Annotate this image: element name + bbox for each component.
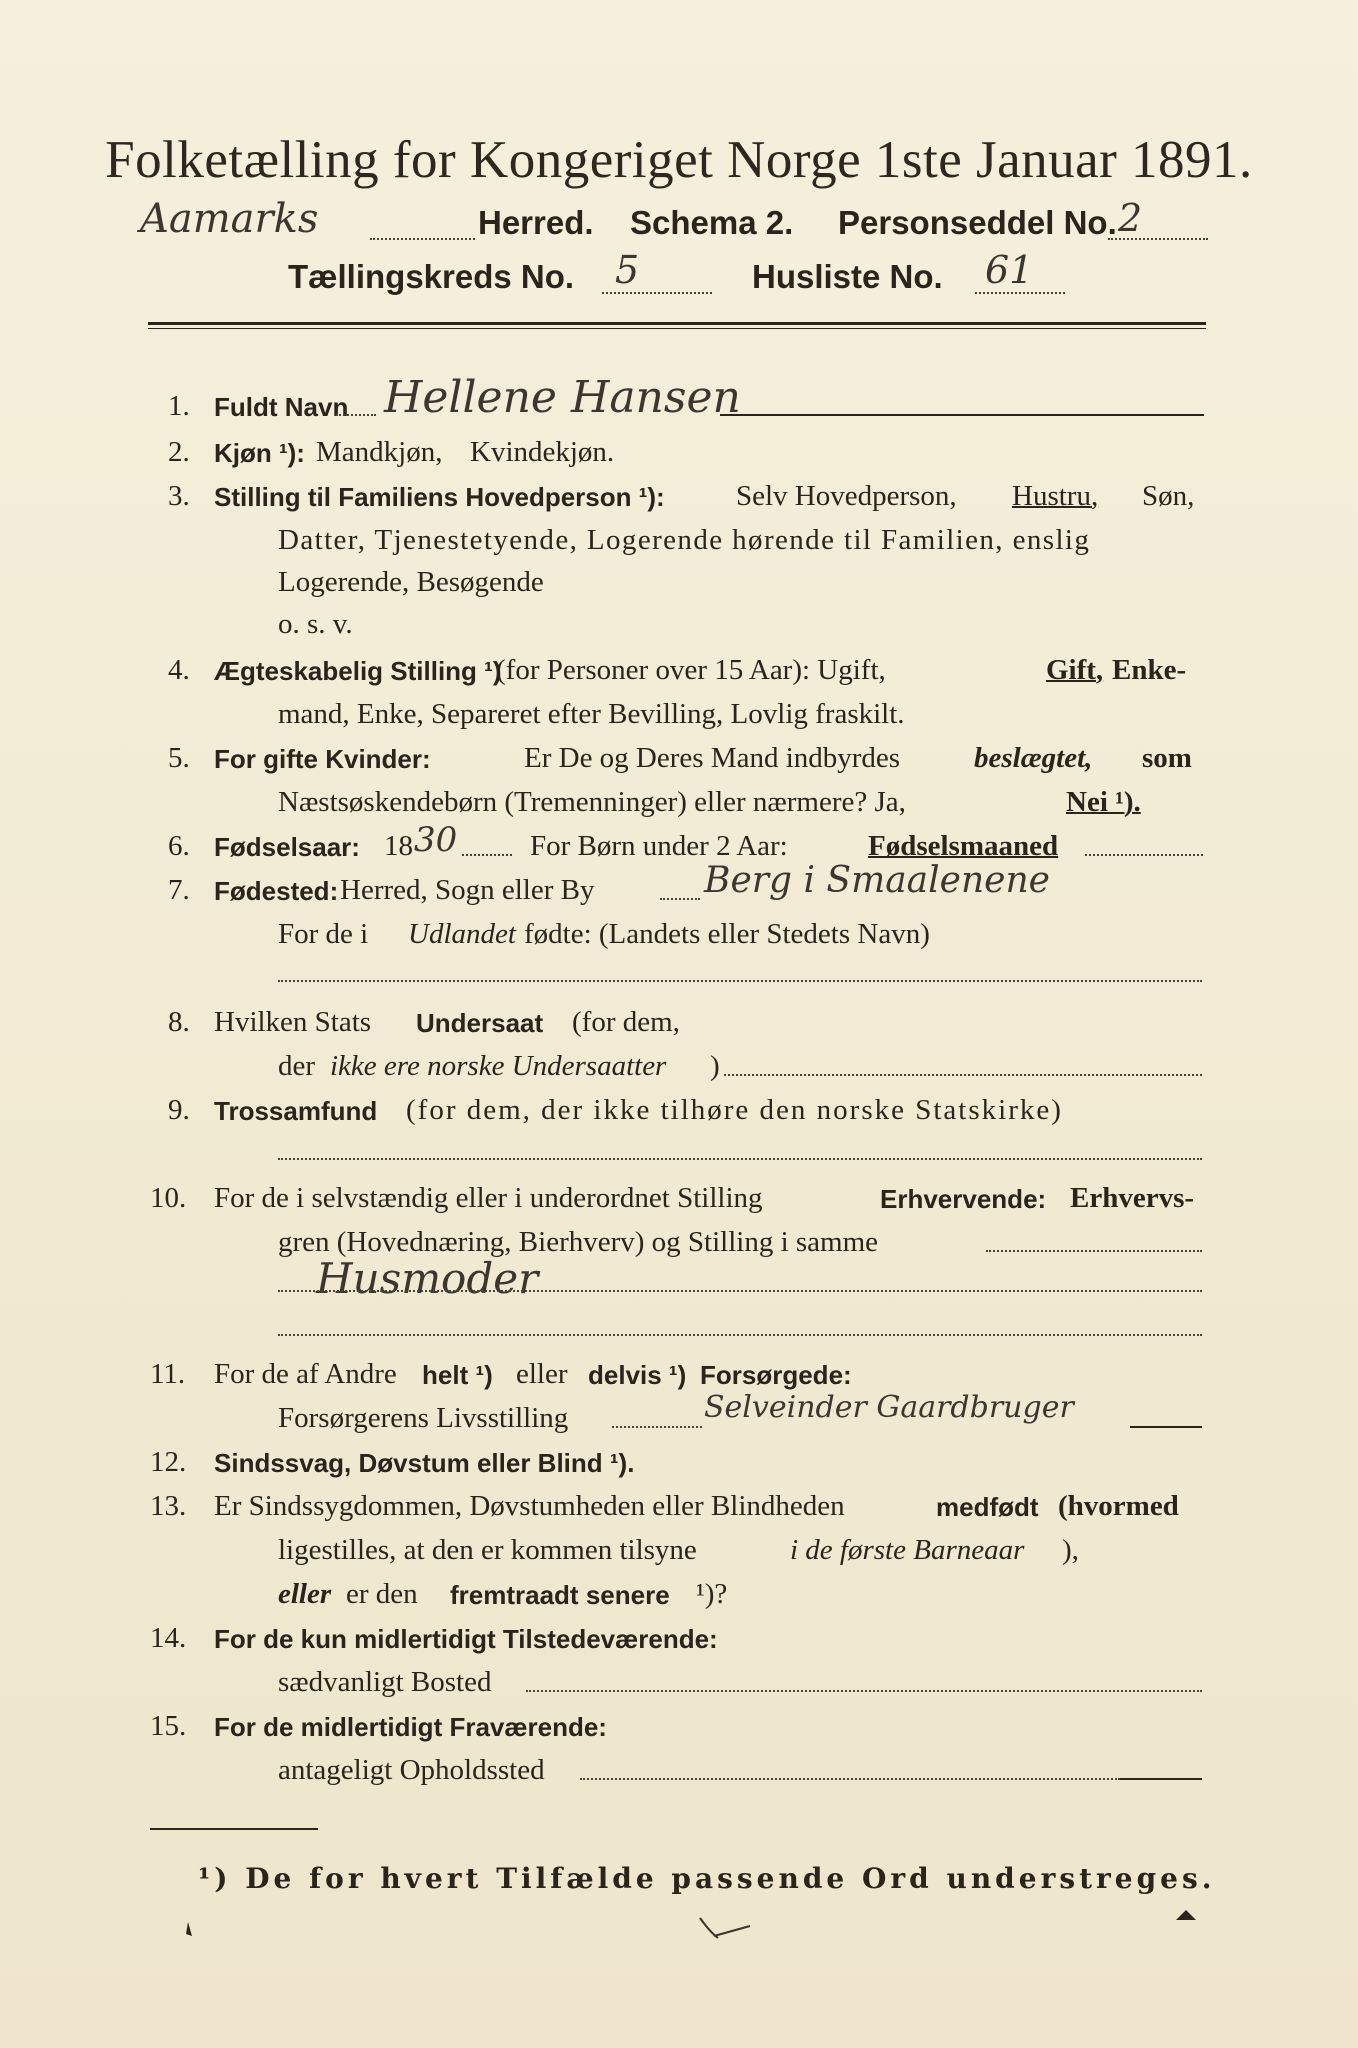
q11-helt: helt ¹)	[422, 1360, 493, 1390]
q11-number: 11.	[150, 1358, 186, 1390]
q13-line1-c: (hvormed	[1058, 1490, 1179, 1522]
q8-line2-b: )	[710, 1050, 720, 1082]
husliste-dots	[975, 292, 1065, 294]
q12-label: Sindssvag, Døvstum eller Blind ¹).	[214, 1448, 635, 1478]
q11-line1-a: For de af Andre	[214, 1358, 397, 1390]
q9-number: 9.	[168, 1094, 190, 1126]
q7-number: 7.	[168, 874, 190, 906]
q6-label: Fødselsaar:	[214, 832, 360, 862]
footnote-rule	[150, 1828, 318, 1830]
q4-gift: Gift,	[1046, 654, 1104, 686]
q14-label: For de kun midlertidigt Tilstedeværende:	[214, 1624, 718, 1654]
q11-eller: eller	[516, 1358, 568, 1390]
q14-number: 14.	[150, 1622, 187, 1654]
q9-label: Trossamfund	[214, 1096, 378, 1126]
form-title: Folketælling for Kongeriget Norge 1ste Januar 1891.	[105, 131, 1253, 189]
q8-line1-b: Undersaat	[416, 1008, 544, 1038]
q5-number: 5.	[168, 742, 190, 774]
q13-line3-a: er den	[346, 1578, 418, 1610]
q14-dots	[526, 1690, 1202, 1692]
q10-value: Husmoder	[316, 1254, 539, 1303]
husliste-label: Husliste No.	[752, 258, 943, 295]
q2-kvindekjon: Kvindekjøn.	[470, 436, 615, 468]
q15-line	[1120, 1778, 1202, 1780]
q15-dots	[580, 1778, 1120, 1780]
q1-label: Fuldt Navn	[214, 392, 349, 422]
q13-line3-it: eller	[278, 1578, 332, 1610]
q3-son: Søn,	[1142, 480, 1195, 512]
kreds-value: 5	[615, 248, 640, 292]
q2-mandkjon: Mandkjøn,	[316, 436, 443, 468]
q13-medfodt: medfødt	[936, 1492, 1039, 1522]
q10-line1-c: Erhvervs-	[1070, 1182, 1195, 1214]
q2-label: Kjøn ¹):	[214, 438, 305, 468]
q8-line2-a: der	[278, 1050, 316, 1082]
q13-line2-b: ),	[1062, 1534, 1079, 1566]
q6-year-prefix: 18	[384, 830, 413, 862]
q4-label: Ægteskabelig Stilling ¹)	[214, 656, 502, 686]
q6-maaned-dots	[1085, 854, 1203, 856]
q10-number: 10.	[150, 1182, 187, 1214]
q8-line2-it: ikke ere norske Undersaatter	[330, 1050, 667, 1082]
q4-enke: Enke-	[1112, 654, 1187, 686]
q8-line1-a: Hvilken Stats	[214, 1006, 372, 1038]
q7-line2-a: For de i	[278, 918, 369, 950]
q7-rest: Herred, Sogn eller By	[340, 874, 595, 906]
q3-label: Stilling til Familiens Hovedperson ¹):	[214, 482, 665, 512]
q8-line1-c: (for dem,	[572, 1006, 680, 1038]
kreds-label: Tællingskreds No.	[288, 258, 575, 295]
q11-dots	[612, 1426, 702, 1428]
q3-line4: o. s. v.	[278, 608, 353, 640]
footnote: ¹) De for hvert Tilfælde passende Ord understreges.	[198, 1862, 1216, 1895]
q8-number: 8.	[168, 1006, 190, 1038]
schema-label: Schema 2.	[630, 204, 794, 241]
q10-line2-dots	[986, 1250, 1202, 1252]
q1-dots	[336, 414, 376, 416]
q13-line3-c: ¹)?	[696, 1578, 728, 1610]
q6-year-value: 30	[414, 820, 458, 860]
q4-number: 4.	[168, 654, 190, 686]
q13-line2-it: i de første Barneaar	[790, 1534, 1025, 1566]
q13-line2-a: ligestilles, at den er kommen tilsyne	[278, 1534, 697, 1566]
q4-rest: (for Personer over 15 Aar): Ugift,	[496, 654, 886, 686]
q5-som: som	[1142, 742, 1192, 774]
q10-line1-b: Erhvervende:	[880, 1184, 1047, 1214]
q1-line	[720, 414, 1204, 416]
q15-label: For de midlertidigt Fraværende:	[214, 1712, 607, 1742]
q7-line2-it: Udlandet	[408, 918, 516, 950]
q5-line2: Næstsøskendebørn (Tremenninger) eller nærmere? Ja,	[278, 786, 906, 818]
q3-line3: Logerende, Besøgende	[278, 566, 544, 598]
herred-label: Herred.	[478, 204, 594, 241]
q8-dots	[724, 1074, 1202, 1076]
personseddel-value: 2	[1118, 196, 1143, 240]
q7-value: Berg i Smaalenene	[704, 860, 1050, 901]
q7-label: Fødested:	[214, 876, 339, 906]
q11-value: Selveinder Gaardbruger	[704, 1390, 1074, 1425]
kreds-dots	[602, 292, 712, 294]
q11-forsorgede: Forsørgede:	[700, 1360, 852, 1390]
q6-rest: For Børn under 2 Aar:	[530, 830, 788, 862]
q13-line3-b: fremtraadt senere	[450, 1580, 670, 1610]
herred-value: Aamarks	[140, 196, 319, 242]
ink-mark-right	[1176, 1910, 1196, 1920]
q3-number: 3.	[168, 480, 190, 512]
q4-line2: mand, Enke, Separeret efter Bevilling, Lovlig fraskilt.	[278, 698, 905, 730]
q12-number: 12.	[150, 1446, 187, 1478]
personseddel-dots	[1108, 238, 1208, 240]
q15-number: 15.	[150, 1710, 187, 1742]
ink-mark-left	[186, 1922, 192, 1936]
q13-line1-a: Er Sindssygdommen, Døvstumheden eller Blindheden	[214, 1490, 845, 1522]
q10-dots-2	[278, 1334, 1202, 1336]
q6-number: 6.	[168, 830, 190, 862]
q10-dots-1	[278, 1290, 1202, 1292]
q11-line	[1130, 1426, 1202, 1428]
q1-number: 1.	[168, 390, 190, 422]
q7-foreign-dots	[278, 980, 1202, 982]
q5-beslaegtet: beslægtet,	[974, 742, 1093, 774]
q9-rest: (for dem, der ikke tilhøre den norske Statskirke)	[406, 1094, 1063, 1126]
q3-line2: Datter, Tjenestetyende, Logerende hørende til Familien, enslig	[278, 524, 1091, 556]
q6-maaned: Fødselsmaaned	[868, 830, 1059, 862]
q7-line2-b: fødte: (Landets eller Stedets Navn)	[524, 918, 930, 950]
q1-value: Hellene Hansen	[384, 372, 741, 423]
q6-year-dots	[462, 854, 512, 856]
q3-selv: Selv Hovedperson,	[736, 480, 957, 512]
q7-dots	[660, 898, 700, 900]
husliste-value: 61	[985, 248, 1034, 292]
q11-line2: Forsørgerens Livsstilling	[278, 1402, 569, 1434]
personseddel-label: Personseddel No.	[838, 204, 1117, 241]
q13-number: 13.	[150, 1490, 187, 1522]
q5-label: For gifte Kvinder:	[214, 744, 431, 774]
header-rule-bottom	[148, 328, 1206, 329]
ink-marks	[170, 1900, 1270, 1960]
q15-line2: antageligt Opholdssted	[278, 1754, 545, 1786]
q2-number: 2.	[168, 436, 190, 468]
q9-dots	[278, 1158, 1202, 1160]
q11-delvis: delvis ¹)	[588, 1360, 687, 1390]
q5-nei: Nei ¹).	[1066, 786, 1141, 818]
ink-mark-center	[700, 1918, 750, 1938]
q10-line2: gren (Hovednæring, Bierhverv) og Stilling i samme	[278, 1226, 879, 1258]
q10-line1-a: For de i selvstændig eller i underordnet Stilling	[214, 1182, 763, 1214]
q14-line2: sædvanligt Bosted	[278, 1666, 492, 1698]
q5-rest: Er De og Deres Mand indbyrdes	[524, 742, 901, 774]
header-rule-top	[148, 322, 1206, 325]
herred-dots	[370, 238, 475, 240]
q3-hustru: Hustru,	[1012, 480, 1099, 512]
